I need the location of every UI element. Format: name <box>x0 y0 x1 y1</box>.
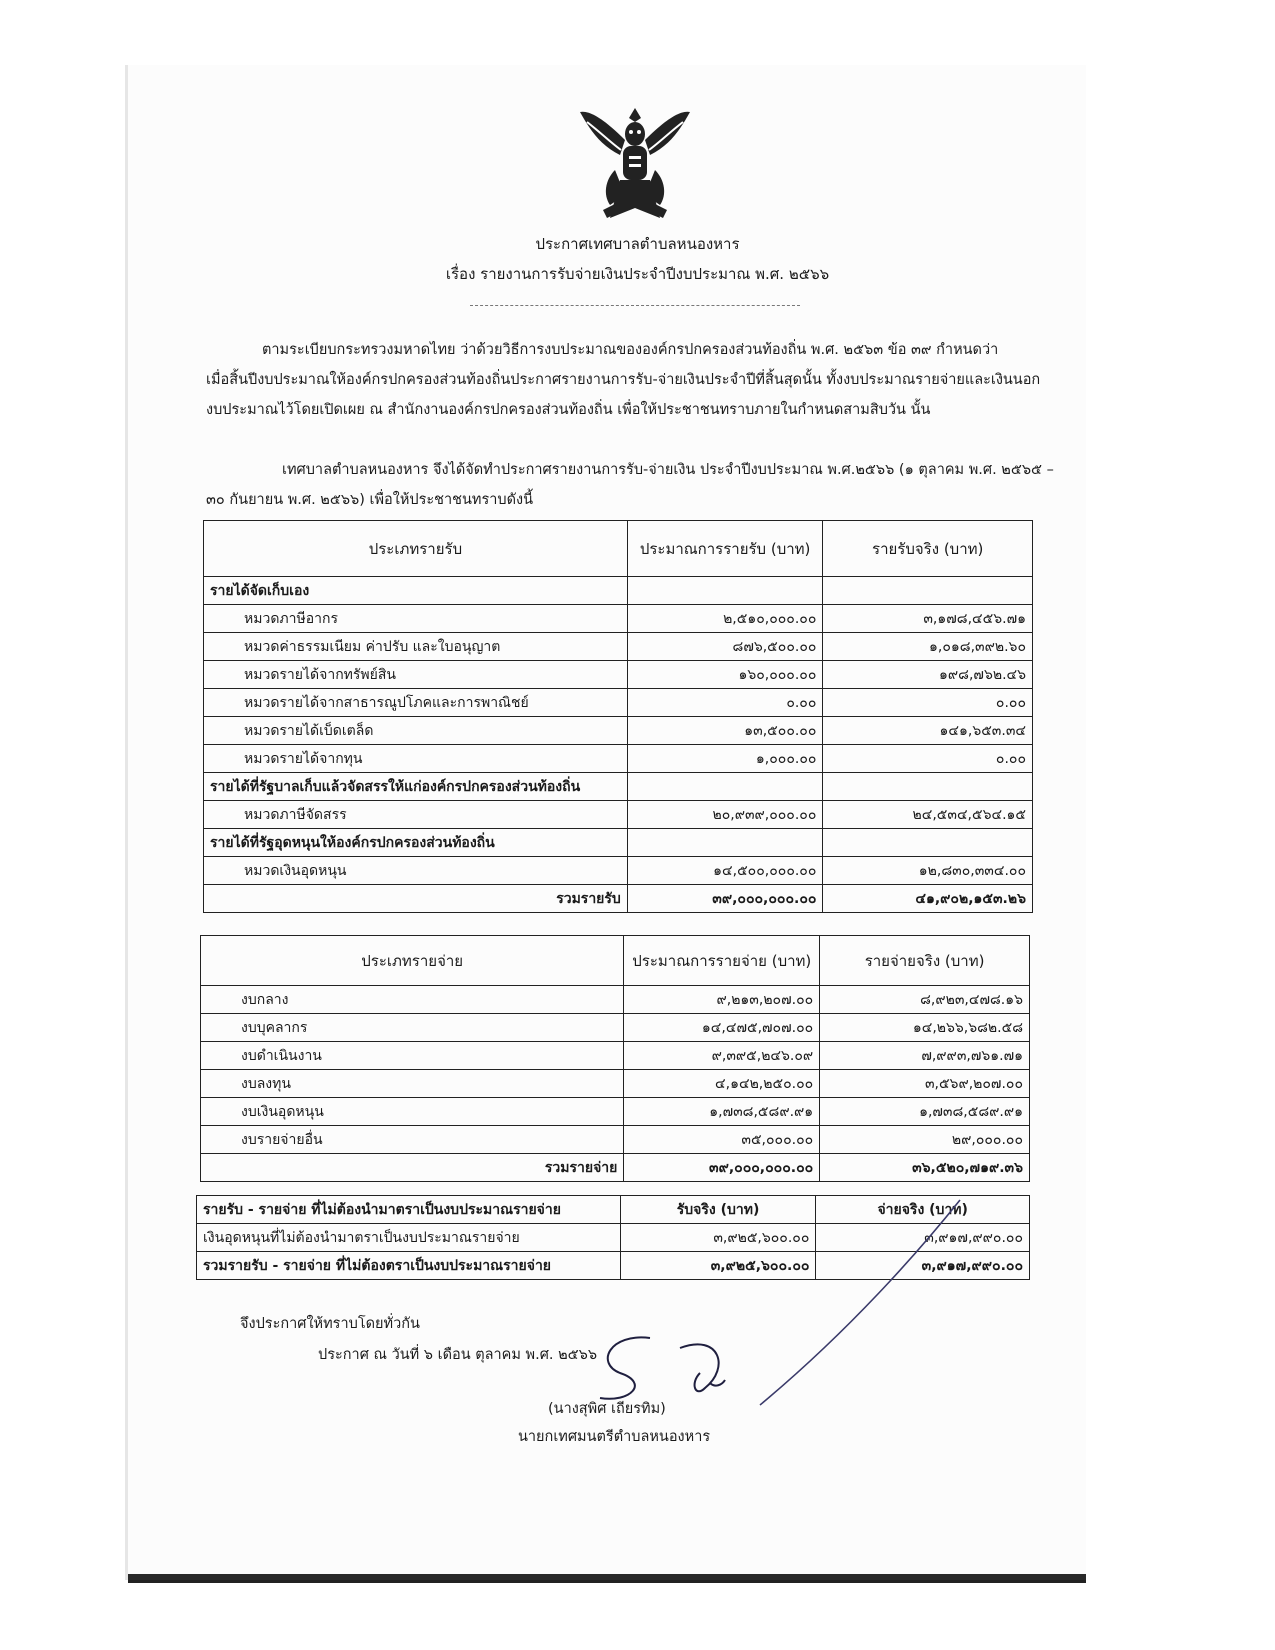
expense-cell-actual: ๑,๗๓๘,๕๘๙.๙๑ <box>820 1098 1030 1126</box>
income-table <box>203 520 1033 913</box>
income-category-row <box>204 773 1033 801</box>
income-cell-actual <box>823 829 1033 857</box>
income-cell-label: รายได้ที่รัฐบาลเก็บแล้วจัดสรรให้แก่องค์กรปกครองส่วนท้องถิ่น <box>204 773 628 801</box>
garuda-emblem-icon <box>575 100 695 230</box>
income-cell-actual: ๑๒,๘๓๐,๓๓๔.๐๐ <box>823 857 1033 885</box>
income-cell-actual: ๐.๐๐ <box>823 745 1033 773</box>
income-cell-actual: ๓,๑๗๘,๔๕๖.๗๑ <box>823 605 1033 633</box>
page-shadow <box>128 1574 1086 1580</box>
offbudget-row-paid: ๓,๙๑๗,๙๙๐.๐๐ <box>816 1224 1030 1252</box>
expense-cell-actual: ๗,๙๙๓,๗๖๑.๗๑ <box>820 1042 1030 1070</box>
expense-actual-header: รายจ่ายจริง (บาท) <box>820 936 1030 986</box>
income-cell-actual: ๒๔,๕๓๔,๕๖๔.๑๕ <box>823 801 1033 829</box>
offbudget-total-row <box>197 1252 1030 1280</box>
expense-cell-label: งบบุคลากร <box>201 1014 624 1042</box>
offbudget-header-row <box>197 1196 1030 1224</box>
expense-budget-header: ประมาณการรายจ่าย (บาท) <box>624 936 820 986</box>
income-cell-label: หมวดภาษีจัดสรร <box>204 801 628 829</box>
expense-cell-actual: ๒๙,๐๐๐.๐๐ <box>820 1126 1030 1154</box>
income-cell-label: หมวดเงินอุดหนุน <box>204 857 628 885</box>
expense-cell-budget: ๑๔,๔๗๕,๗๐๗.๐๐ <box>624 1014 820 1042</box>
expense-cell-budget: ๙,๒๑๓,๒๐๗.๐๐ <box>624 986 820 1014</box>
income-total-label: รวมรายรับ <box>204 885 628 913</box>
income-budget-header: ประมาณการรายรับ (บาท) <box>627 521 823 577</box>
income-cell-budget: ๑,๐๐๐.๐๐ <box>627 745 823 773</box>
expense-item-row <box>201 1014 1030 1042</box>
offbudget-total-label: รวมรายรับ - รายจ่าย ที่ไม่ต้องตราเป็นงบประมาณรายจ่าย <box>197 1252 621 1280</box>
expense-cell-budget: ๙,๓๙๕,๒๔๖.๐๙ <box>624 1042 820 1070</box>
expense-cell-label: งบลงทุน <box>201 1070 624 1098</box>
income-cell-label: หมวดค่าธรรมเนียม ค่าปรับ และใบอนุญาต <box>204 633 628 661</box>
income-item-row <box>204 857 1033 885</box>
income-cell-label: หมวดภาษีอากร <box>204 605 628 633</box>
handwritten-signature <box>590 1328 740 1408</box>
income-cell-actual: ๑๙๘,๗๖๒.๔๖ <box>823 661 1033 689</box>
income-cell-actual: ๑,๐๑๘,๓๙๒.๖๐ <box>823 633 1033 661</box>
income-cell-budget <box>627 577 823 605</box>
income-cell-budget: ๑๓,๕๐๐.๐๐ <box>627 717 823 745</box>
offbudget-row-received: ๓,๙๒๕,๖๐๐.๐๐ <box>620 1224 816 1252</box>
income-category-row <box>204 577 1033 605</box>
income-cell-budget <box>627 773 823 801</box>
income-cell-budget: ๑๖๐,๐๐๐.๐๐ <box>627 661 823 689</box>
announcement-subject: เรื่อง รายงานการรับจ่ายเงินประจำปีงบประมาณ พ.ศ. ๒๕๖๖ <box>445 265 830 283</box>
income-cell-label: หมวดรายได้เบ็ดเตล็ด <box>204 717 628 745</box>
paragraph-2-line-2: ๓๐ กันยายน พ.ศ. ๒๕๖๖) เพื่อให้ประชาชนทราบดังนี้ <box>206 492 533 508</box>
income-cell-budget: ๒,๕๑๐,๐๐๐.๐๐ <box>627 605 823 633</box>
income-cell-budget <box>627 829 823 857</box>
income-total-budget: ๓๙,๐๐๐,๐๐๐.๐๐ <box>627 885 823 913</box>
expense-item-row <box>201 986 1030 1014</box>
expense-cell-actual: ๓,๕๖๙,๒๐๗.๐๐ <box>820 1070 1030 1098</box>
expense-item-row <box>201 1042 1030 1070</box>
income-cell-actual: ๐.๐๐ <box>823 689 1033 717</box>
signer-title: นายกเทศมนตรีตำบลหนองหาร <box>518 1429 711 1445</box>
paragraph-1-line-1: ตามระเบียบกระทรวงมหาดไทย ว่าด้วยวิธีการงบประมาณขององค์กรปกครองส่วนท้องถิ่น พ.ศ. ๒๕๖๓ ข้อ ๓๙ กำหนดว่า <box>262 342 999 358</box>
paragraph-1-line-3: งบประมาณไว้โดยเปิดเผย ณ สำนักงานองค์กรปกครองส่วนท้องถิ่น เพื่อให้ประชาชนทราบภายในกำหนดสามสิบวัน นั้น <box>206 402 931 418</box>
income-cell-label: รายได้จัดเก็บเอง <box>204 577 628 605</box>
income-cell-budget: ๐.๐๐ <box>627 689 823 717</box>
announce-date-line: ประกาศ ณ วันที่ ๖ เดือน ตุลาคม พ.ศ. ๒๕๖๖ <box>318 1347 598 1363</box>
income-cell-label: หมวดรายได้จากทุน <box>204 745 628 773</box>
income-item-row <box>204 661 1033 689</box>
income-item-row <box>204 689 1033 717</box>
offbudget-row <box>197 1224 1030 1252</box>
income-cell-actual: ๑๔๑,๖๕๓.๓๔ <box>823 717 1033 745</box>
offbudget-total-paid: ๓,๙๑๗,๙๙๐.๐๐ <box>816 1252 1030 1280</box>
expense-total-budget: ๓๙,๐๐๐,๐๐๐.๐๐ <box>624 1154 820 1182</box>
announce-line: จึงประกาศให้ทราบโดยทั่วกัน <box>240 1316 420 1332</box>
income-item-row <box>204 633 1033 661</box>
expense-cell-actual: ๘,๙๒๓,๔๗๘.๑๖ <box>820 986 1030 1014</box>
offbudget-type-header: รายรับ - รายจ่าย ที่ไม่ต้องนำมาตราเป็นงบประมาณรายจ่าย <box>197 1196 621 1224</box>
expense-item-row <box>201 1126 1030 1154</box>
signer-name: (นางสุพิศ เถียรทิม) <box>548 1401 666 1417</box>
expense-total-actual: ๓๖,๕๒๐,๗๑๙.๓๖ <box>820 1154 1030 1182</box>
income-item-row <box>204 605 1033 633</box>
income-total-row <box>204 885 1033 913</box>
expense-cell-label: งบเงินอุดหนุน <box>201 1098 624 1126</box>
offbudget-total-received: ๓,๙๒๕,๖๐๐.๐๐ <box>620 1252 816 1280</box>
offbudget-table <box>196 1195 1030 1280</box>
expense-cell-label: งบกลาง <box>201 986 624 1014</box>
offbudget-received-header: รับจริง (บาท) <box>620 1196 816 1224</box>
income-item-row <box>204 801 1033 829</box>
expense-item-row <box>201 1070 1030 1098</box>
income-type-header: ประเภทรายรับ <box>204 521 628 577</box>
income-cell-budget: ๑๔,๕๐๐,๐๐๐.๐๐ <box>627 857 823 885</box>
expense-cell-budget: ๓๕,๐๐๐.๐๐ <box>624 1126 820 1154</box>
income-item-row <box>204 717 1033 745</box>
expense-cell-label: งบรายจ่ายอื่น <box>201 1126 624 1154</box>
expense-cell-actual: ๑๔,๒๖๖,๖๘๒.๕๘ <box>820 1014 1030 1042</box>
income-cell-actual <box>823 773 1033 801</box>
expense-cell-label: งบดำเนินงาน <box>201 1042 624 1070</box>
expense-item-row <box>201 1098 1030 1126</box>
paragraph-2-line-1: เทศบาลตำบลหนองหาร จึงได้จัดทำประกาศรายงานการรับ-จ่ายเงิน ประจำปีงบประมาณ พ.ศ.๒๕๖๖ (๑ ตุลาคม พ.ศ. ๒๕๖๕ – <box>282 462 1054 478</box>
expense-total-row <box>201 1154 1030 1182</box>
offbudget-row-label: เงินอุดหนุนที่ไม่ต้องนำมาตราเป็นงบประมาณรายจ่าย <box>197 1224 621 1252</box>
income-cell-label: รายได้ที่รัฐอุดหนุนให้องค์กรปกครองส่วนท้องถิ่น <box>204 829 628 857</box>
header-divider <box>470 305 800 306</box>
paragraph-1-line-2: เมื่อสิ้นปีงบประมาณให้องค์กรปกครองส่วนท้องถิ่นประกาศรายงานการรับ-จ่ายเงินประจำปีที่สิ้นสุดนั้น ทั้งงบประมาณรายจ่ายและเงินนอก <box>206 372 1041 388</box>
offbudget-paid-header: จ่ายจริง (บาท) <box>816 1196 1030 1224</box>
expense-table <box>200 935 1030 1182</box>
income-cell-budget: ๘๗๖,๕๐๐.๐๐ <box>627 633 823 661</box>
income-cell-label: หมวดรายได้จากทรัพย์สิน <box>204 661 628 689</box>
income-category-row <box>204 829 1033 857</box>
announcement-title: ประกาศเทศบาลตำบลหนองหาร <box>535 235 740 253</box>
income-header-row <box>204 521 1033 577</box>
expense-total-label: รวมรายจ่าย <box>201 1154 624 1182</box>
expense-header-row <box>201 936 1030 986</box>
expense-cell-budget: ๔,๑๔๒,๒๕๐.๐๐ <box>624 1070 820 1098</box>
income-cell-actual <box>823 577 1033 605</box>
income-cell-label: หมวดรายได้จากสาธารณูปโภคและการพาณิชย์ <box>204 689 628 717</box>
income-actual-header: รายรับจริง (บาท) <box>823 521 1033 577</box>
income-cell-budget: ๒๐,๙๓๙,๐๐๐.๐๐ <box>627 801 823 829</box>
income-total-actual: ๔๑,๙๐๒,๑๕๓.๒๖ <box>823 885 1033 913</box>
income-item-row <box>204 745 1033 773</box>
expense-type-header: ประเภทรายจ่าย <box>201 936 624 986</box>
expense-cell-budget: ๑,๗๓๘,๕๘๙.๙๑ <box>624 1098 820 1126</box>
